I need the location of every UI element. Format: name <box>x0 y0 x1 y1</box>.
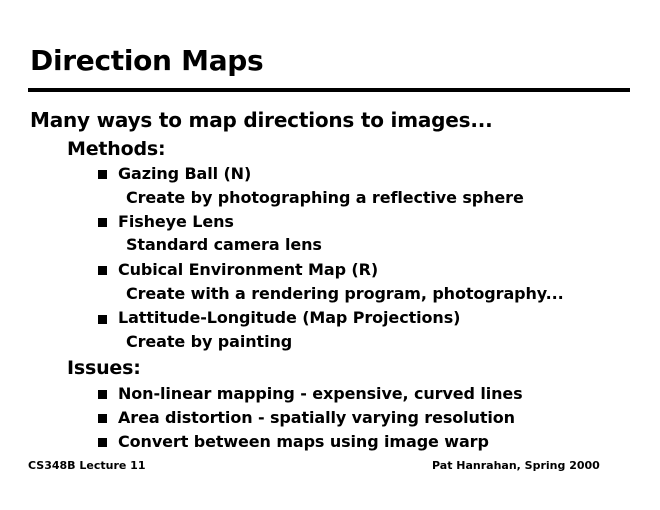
method-label-cubical: Cubical Environment Map (R) <box>118 260 379 279</box>
bullet-marker <box>98 170 107 179</box>
methods-heading: Methods: <box>67 138 166 160</box>
method-detail-cubical: Create with a rendering program, photography... <box>126 284 564 303</box>
issue-item: Area distortion - spatially varying resolution <box>118 408 515 427</box>
method-label-gazing-ball: Gazing Ball (N) <box>118 164 252 183</box>
bullet-marker <box>98 390 107 399</box>
method-detail-lat-long: Create by painting <box>126 332 293 351</box>
bullet-marker <box>98 315 107 324</box>
method-label-fisheye: Fisheye Lens <box>118 212 234 231</box>
issue-item: Convert between maps using image warp <box>118 432 489 451</box>
bullet-marker <box>98 438 107 447</box>
issue-item: Non-linear mapping - expensive, curved lines <box>118 384 523 403</box>
title-divider <box>28 88 630 92</box>
issues-heading: Issues: <box>67 357 141 379</box>
bullet-marker <box>98 218 107 227</box>
method-detail-gazing-ball: Create by photographing a reflective sphere <box>126 188 524 207</box>
slide-title: Direction Maps <box>30 44 264 77</box>
bullet-marker <box>98 414 107 423</box>
intro-text: Many ways to map directions to images... <box>30 108 493 132</box>
footer-author: Pat Hanrahan, Spring 2000 <box>432 459 600 472</box>
footer-course: CS348B Lecture 11 <box>28 459 146 472</box>
bullet-marker <box>98 266 107 275</box>
method-detail-fisheye: Standard camera lens <box>126 235 322 254</box>
method-label-lat-long: Lattitude-Longitude (Map Projections) <box>118 308 461 327</box>
